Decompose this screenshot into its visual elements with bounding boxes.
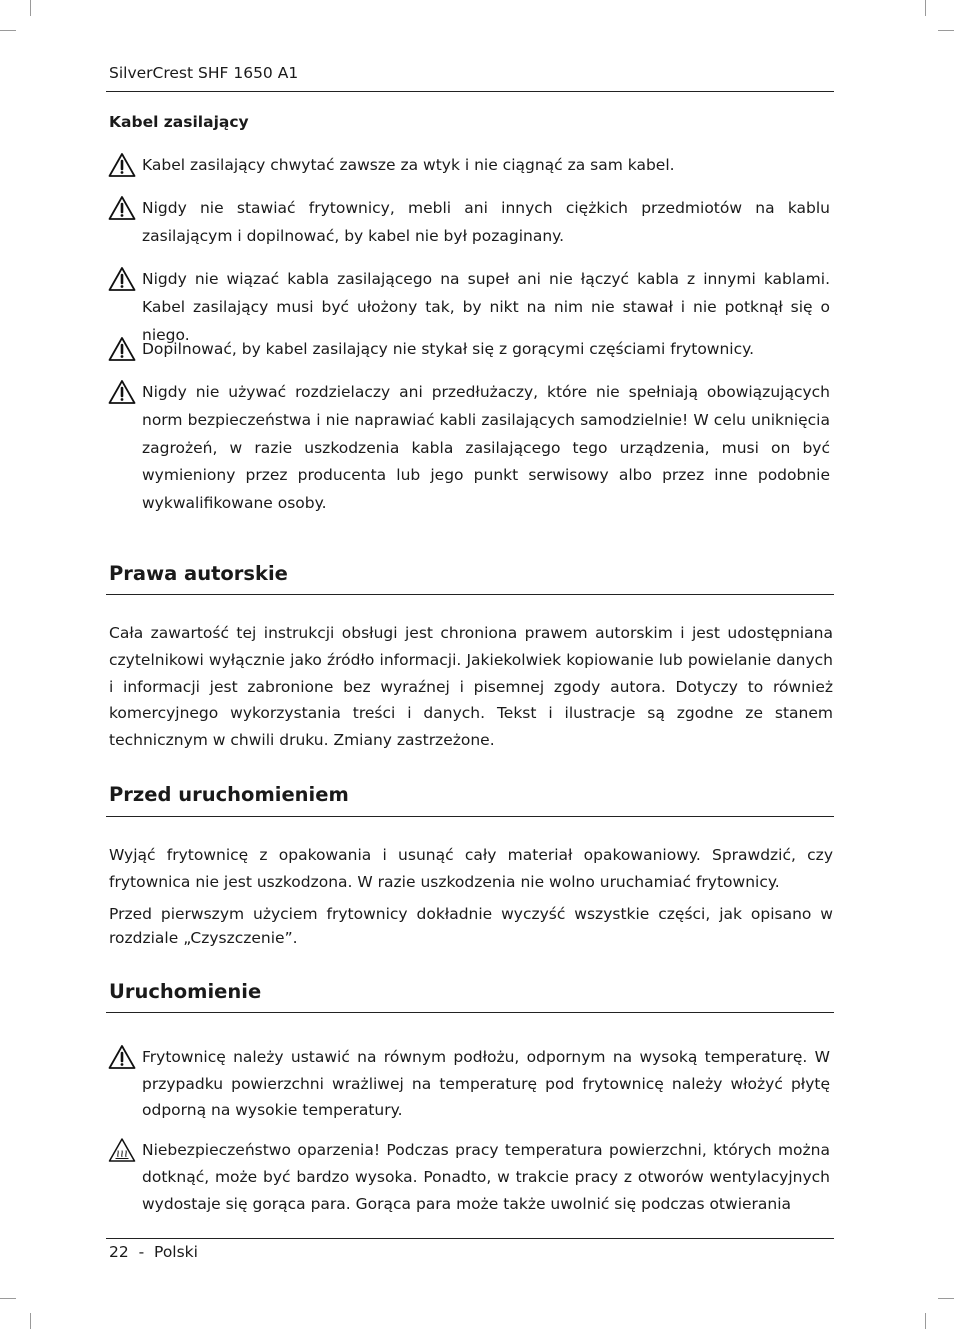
warning-text: Nigdy nie wiązać kabla zasilającego na supeł ani nie łączyć kabla z innymi kablami. Kabel zasilający musi być ułożony tak, by nikt na nim nie stawał i nie potknął się o niego. <box>142 270 830 344</box>
section-heading-copyright: Prawa autorskie <box>109 562 288 585</box>
warning-triangle-icon <box>108 152 136 178</box>
warning-text: Dopilnować, by kabel zasilający nie stykał się z gorącymi częściami frytownicy. <box>142 340 755 358</box>
warning-item <box>108 152 830 180</box>
warning-triangle-icon <box>108 1044 136 1070</box>
warning-item <box>108 195 830 251</box>
warning-item <box>108 1137 830 1217</box>
warning-text: Nigdy nie używać rozdzielaczy ani przedłużaczy, które nie spełniają obowiązujących norm bezpieczeństwa i nie naprawiać kabli zasilających samodzielnie! W celu uniknięcia zagrożeń, w razie uszkodzenia kabla zasilającego tego urządzenia, musi on być wymieniony przez producenta lub jego punkt serwisowy albo przez inne podobnie wykwalifikowane osoby. <box>142 383 830 513</box>
page-number-label: 22 - Polski <box>109 1243 198 1261</box>
before-start-paragraph: Przed pierwszym użyciem frytownicy dokładnie wyczyść wszystkie części, jak opisano w rozdziale „Czyszczenie”. <box>109 905 833 947</box>
crop-mark <box>938 1298 954 1299</box>
warning-triangle-icon <box>108 379 136 405</box>
before-start-paragraph: Wyjąć frytownicę z opakowania i usunąć cały materiał opakowaniowy. Sprawdzić, czy frytownica nie jest uszkodzona. W razie uszkodzenia nie wolno uruchamiać frytownicy. <box>109 846 833 891</box>
header-rule <box>106 91 834 92</box>
hot-surface-warning-icon <box>108 1137 136 1163</box>
section-heading-before-start: Przed uruchomieniem <box>109 783 349 806</box>
warning-triangle-icon <box>108 195 136 221</box>
section-rule <box>106 594 834 595</box>
warning-item <box>108 336 830 364</box>
crop-mark <box>925 1313 926 1329</box>
document-header-title: SilverCrest SHF 1650 A1 <box>109 64 299 82</box>
warning-text: Frytownicę należy ustawić na równym podłożu, odpornym na wysoką temperaturę. W przypadku powierzchni wrażliwej na temperaturę pod frytownicę należy włożyć płytę odporną na wysokie temperatury. <box>142 1048 830 1120</box>
warning-text: Niebezpieczeństwo oparzenia! Podczas pracy temperatura powierzchni, których można dotknąć, może być bardzo wysoka. Ponadto, w trakcie pracy z otworów wentylacyjnych wydostaje się gorąca para. Gorąca para może także uwolnić się podczas otwierania <box>142 1141 830 1213</box>
section-heading-power-cable: Kabel zasilający <box>109 113 249 131</box>
warning-triangle-icon <box>108 266 136 292</box>
warning-text: Nigdy nie stawiać frytownicy, mebli ani innych ciężkich przedmiotów na kablu zasilającym i dopilnować, by kabel nie był pozaginany. <box>142 199 830 245</box>
section-rule <box>106 816 834 817</box>
crop-mark <box>925 0 926 16</box>
footer-rule <box>106 1238 834 1239</box>
section-rule <box>106 1012 834 1013</box>
section-heading-startup: Uruchomienie <box>109 980 262 1003</box>
crop-mark <box>0 30 16 31</box>
warning-item <box>108 379 830 518</box>
crop-mark <box>0 1298 16 1299</box>
crop-mark <box>30 0 31 16</box>
warning-text: Kabel zasilający chwytać zawsze za wtyk i nie ciągnąć za sam kabel. <box>142 156 675 174</box>
crop-mark <box>30 1313 31 1329</box>
crop-mark <box>938 30 954 31</box>
warning-item <box>108 1044 830 1124</box>
warning-triangle-icon <box>108 336 136 362</box>
copyright-paragraph: Cała zawartość tej instrukcji obsługi jest chroniona prawem autorskim i jest udostępniana czytelnikowi wyłącznie jako źródło informacji. Jakiekolwiek kopiowanie lub powielanie danych i informacji jest zabronione bez wyraźnej i pisemnej zgody autora. Dotyczy to również komercyjnego wykorzystania treści i danych. Tekst i ilustracje są zgodne ze stanem technicznym w chwili druku. Zmiany zastrzeżone. <box>109 624 833 750</box>
